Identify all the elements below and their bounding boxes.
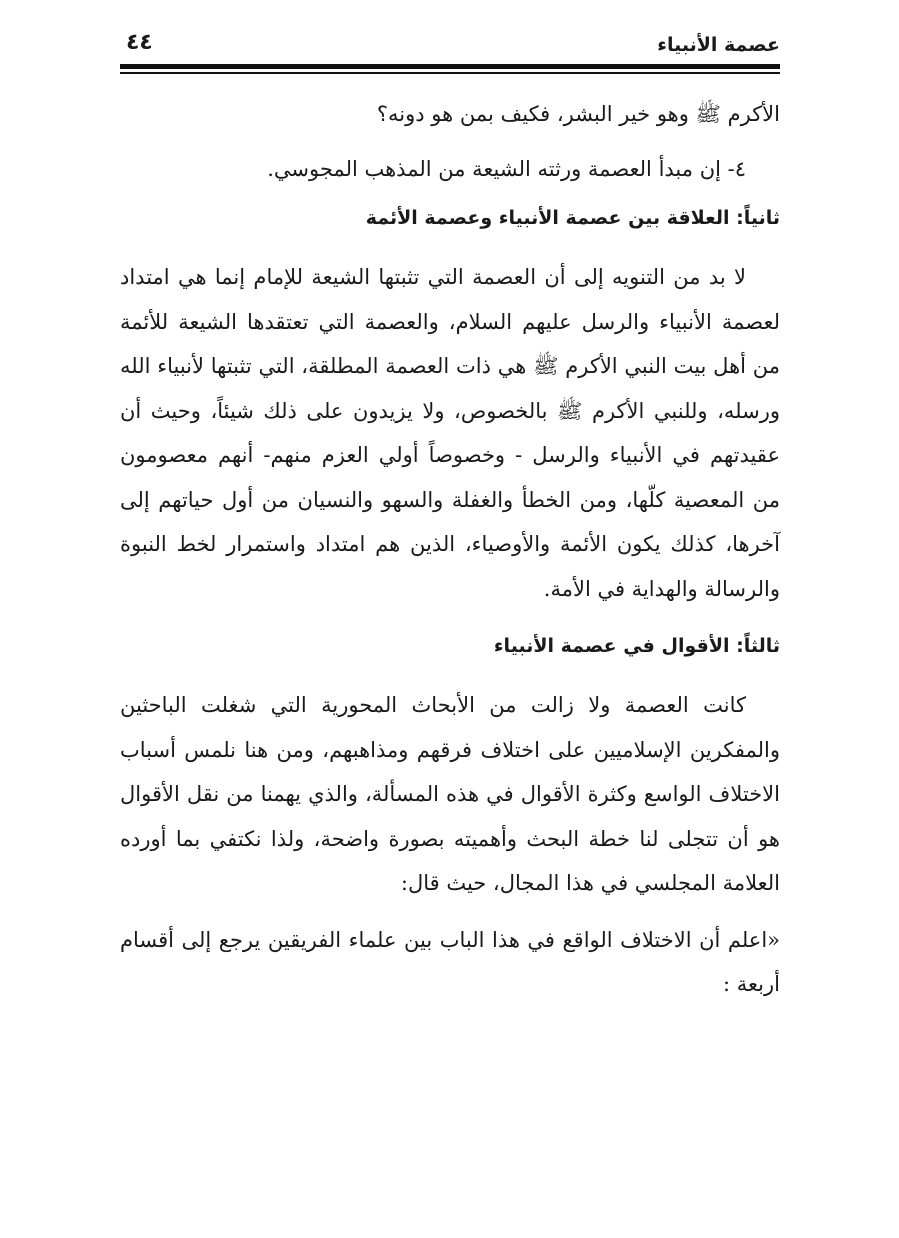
paragraph-opinions: كانت العصمة ولا زالت من الأبحاث المحورية التي شغلت الباحثين والمفكرين الإسلاميين على اختلاف فرقهم ومذاهبهم، ومن هنا نلمس أسباب الاختلاف الواسع وكثرة الأقوال في هذه المسألة، والذي يهمنا من نقل الأقوال هو أن تتجلى لنا خطة البحث وأهميته بصورة واضحة، ولذا نكتفي بما أورده العلامة المجلسي في هذا المجال، حيث قال: <box>120 693 780 895</box>
quotation-paragraph: «اعلم أن الاختلاف الواقع في هذا الباب بين علماء الفريقين يرجع إلى أقسام أربعة : <box>120 927 780 996</box>
continued-paragraph: الأكرم ﷺ وهو خير البشر، فكيف بمن هو دونه؟ <box>376 102 780 126</box>
section-heading-2: ثانياً: العلاقة بين عصمة الأنبياء وعصمة الأئمة <box>365 207 780 229</box>
running-header <box>120 30 780 64</box>
numbered-point-4: ٤- إن مبدأ العصمة ورثته الشيعة من المذهب المجوسي. <box>267 156 746 181</box>
header-rule-thin <box>120 72 780 74</box>
page-number: ٤٤ <box>126 30 153 55</box>
section-heading-3: ثالثاً: الأقوال في عصمة الأنبياء <box>493 635 780 657</box>
running-title: عصمة الأنبياء <box>657 34 780 56</box>
paragraph-relation: لا بد من التنويه إلى أن العصمة التي تثبتها الشيعة للإمام إنما هي امتداد لعصمة الأنبياء والرسل عليهم السلام، والعصمة التي تعتقدها الشيعة للأئمة من أهل بيت النبي الأكرم ﷺ هي ذات العصمة المطلقة، التي تثبتها لأنبياء الله ورسله، وللنبي الأكرم ﷺ بالخصوص، ولا يزيدون على ذلك شيئاً، وحيث أن عقيدتهم في الأنبياء والرسل - وخصوصاً أولي العزم منهم- أنهم معصومون من المعصية كلّها، ومن الخطأ والغفلة والسهو والنسيان من أول حياتهم إلى آخرها، كذلك يكون الأئمة والأوصياء، الذين هم امتداد واستمرار لخط النبوة والرسالة والهداية في الأمة. <box>120 265 780 601</box>
header-rule-thick <box>120 64 780 69</box>
page-body <box>120 92 780 1007</box>
